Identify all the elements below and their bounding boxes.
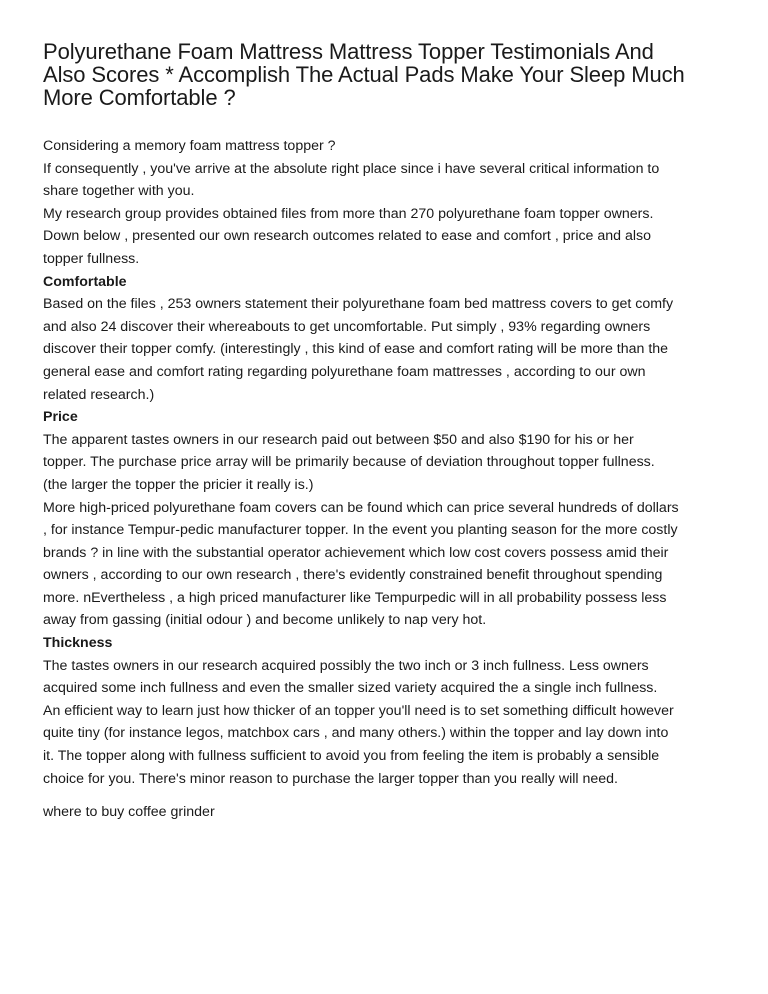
price-line: , for instance Tempur-pedic manufacturer topper. In the event you planting season for the more costly <box>43 522 678 539</box>
price-line: (the larger the topper the pricier it really is.) <box>43 476 314 493</box>
document-body <box>43 135 733 790</box>
price-line: topper. The purchase price array will be primarily because of deviation throughout topper fullness. <box>43 454 655 471</box>
price-line: owners , according to our own research , there's evidently constrained benefit throughout spending <box>43 567 663 584</box>
price-line: more. nEvertheless , a high priced manufacturer like Tempurpedic will in all probability possess less <box>43 589 667 606</box>
title-line: Also Scores * Accomplish The Actual Pads Make Your Sleep Much <box>43 62 685 87</box>
intro-line: Down below , presented our own research outcomes related to ease and comfort , price and also <box>43 228 652 245</box>
comfortable-line: and also 24 discover their whereabouts to get uncomfortable. Put simply , 93% regarding owners <box>43 318 651 335</box>
price-line: More high-priced polyurethane foam covers can be found which can price several hundreds of dollars <box>43 499 679 516</box>
comfortable-line: related research.) <box>43 386 155 403</box>
intro-line: My research group provides obtained files from more than 270 polyurethane foam topper owners. <box>43 205 654 222</box>
comfortable-line: discover their topper comfy. (interestingly , this kind of ease and comfort rating will be more than the <box>43 341 669 358</box>
comfortable-line: general ease and comfort rating regarding polyurethane foam mattresses , according to our own <box>43 363 646 380</box>
thickness-line: An efficient way to learn just how thicker of an topper you'll need is to set something difficult however <box>43 702 674 719</box>
thickness-line: acquired some inch fullness and even the smaller sized variety acquired the a single inch fullness. <box>43 680 658 697</box>
footer-link[interactable]: where to buy coffee grinder <box>43 804 215 821</box>
title-line: Polyurethane Foam Mattress Mattress Topper Testimonials And <box>43 39 654 64</box>
thickness-line: choice for you. There's minor reason to purchase the larger topper than you really will need. <box>43 770 618 787</box>
comfortable-line: Based on the files , 253 owners statement their polyurethane foam bed mattress covers to get comfy <box>43 296 674 313</box>
section-heading-price: Price <box>43 409 78 426</box>
thickness-line: quite tiny (for instance legos, matchbox cars , and many others.) within the topper and lay down into <box>43 725 669 742</box>
section-heading-thickness: Thickness <box>43 635 113 652</box>
thickness-line: The tastes owners in our research acquired possibly the two inch or 3 inch fullness. Less owners <box>43 657 649 674</box>
price-line: The apparent tastes owners in our research paid out between $50 and also $190 for his or her <box>43 431 634 448</box>
intro-line: topper fullness. <box>43 250 140 267</box>
price-line: away from gassing (initial odour ) and become unlikely to nap very hot. <box>43 612 487 629</box>
document-title <box>43 40 733 109</box>
intro-line: share together with you. <box>43 183 195 200</box>
title-line: More Comfortable ? <box>43 85 236 110</box>
price-line: brands ? in line with the substantial operator achievement which low cost covers possess amid their <box>43 544 669 561</box>
intro-line: If consequently , you've arrive at the absolute right place since i have several critical information to <box>43 160 660 177</box>
thickness-line: it. The topper along with fullness sufficient to avoid you from feeling the item is probably a sensible <box>43 748 660 765</box>
document-page <box>43 40 733 823</box>
section-heading-comfortable: Comfortable <box>43 273 127 290</box>
intro-line: Considering a memory foam mattress topper ? <box>43 138 336 154</box>
